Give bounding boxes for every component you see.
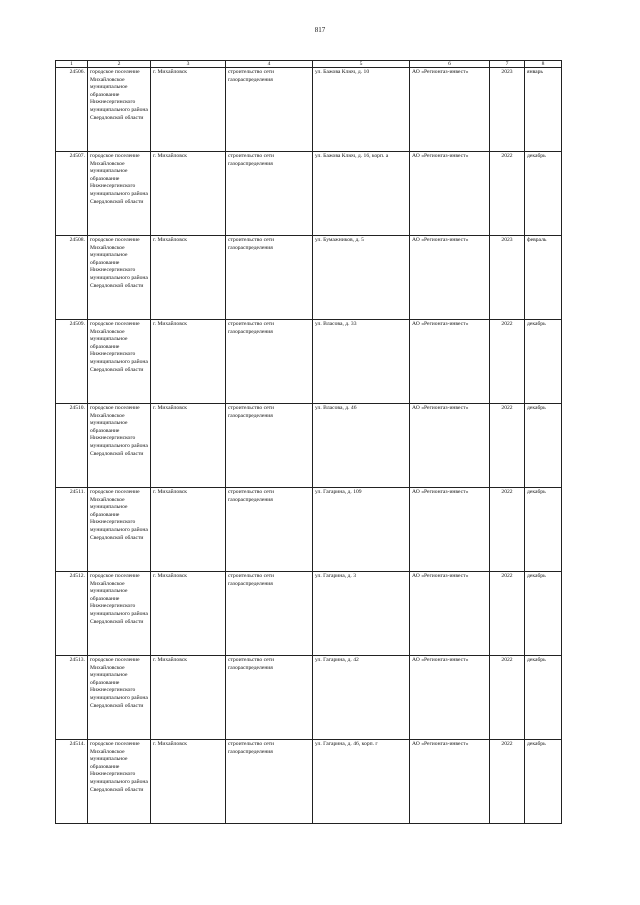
- address-cell: ул. Власова, д. 46: [313, 404, 410, 488]
- settlement-cell: городское поселение Михайловское муниципальное образование Нижнесергинского муниципального района Свердловской области: [88, 236, 151, 320]
- month-cell: декабрь: [525, 572, 562, 656]
- column-header: 6: [410, 61, 490, 68]
- column-header: 8: [525, 61, 562, 68]
- column-header: 3: [151, 61, 226, 68]
- settlement-cell: городское поселение Михайловское муниципальное образование Нижнесергинского муниципального района Свердловской области: [88, 68, 151, 152]
- month-cell: декабрь: [525, 740, 562, 824]
- work-type-cell: строительство сети газораспределения: [226, 740, 313, 824]
- locality-cell: г. Михайловск: [151, 488, 226, 572]
- column-header: 1: [56, 61, 88, 68]
- row-number: 24513.: [56, 656, 88, 740]
- month-cell: декабрь: [525, 320, 562, 404]
- year-cell: 2022: [490, 404, 525, 488]
- month-cell: февраль: [525, 236, 562, 320]
- table-row: [56, 740, 562, 824]
- year-cell: 2023: [490, 236, 525, 320]
- organization-cell: АО «Регионгаз-инвест»: [410, 236, 490, 320]
- locality-cell: г. Михайловск: [151, 404, 226, 488]
- address-cell: ул. Гагарина, д. 42: [313, 656, 410, 740]
- table-row: [56, 68, 562, 152]
- address-cell: ул. Бажова Ключ, д. 16, корп. а: [313, 152, 410, 236]
- settlement-cell: городское поселение Михайловское муниципальное образование Нижнесергинского муниципального района Свердловской области: [88, 404, 151, 488]
- year-cell: 2022: [490, 152, 525, 236]
- address-cell: ул. Гагарина, д. 3: [313, 572, 410, 656]
- organization-cell: АО «Регионгаз-инвест»: [410, 320, 490, 404]
- month-cell: декабрь: [525, 404, 562, 488]
- settlement-cell: городское поселение Михайловское муниципальное образование Нижнесергинского муниципального района Свердловской области: [88, 572, 151, 656]
- month-cell: декабрь: [525, 656, 562, 740]
- organization-cell: АО «Регионгаз-инвест»: [410, 152, 490, 236]
- table-row: [56, 488, 562, 572]
- table-row: [56, 152, 562, 236]
- work-type-cell: строительство сети газораспределения: [226, 320, 313, 404]
- row-number: 24510.: [56, 404, 88, 488]
- column-header: 2: [88, 61, 151, 68]
- row-number: 24509.: [56, 320, 88, 404]
- locality-cell: г. Михайловск: [151, 236, 226, 320]
- work-type-cell: строительство сети газораспределения: [226, 656, 313, 740]
- locality-cell: г. Михайловск: [151, 320, 226, 404]
- settlement-cell: городское поселение Михайловское муниципальное образование Нижнесергинского муниципального района Свердловской области: [88, 740, 151, 824]
- address-cell: ул. Бумажников, д. 5: [313, 236, 410, 320]
- row-number: 24514.: [56, 740, 88, 824]
- row-number: 24508.: [56, 236, 88, 320]
- gasification-table: [55, 60, 562, 824]
- table-row: [56, 236, 562, 320]
- settlement-cell: городское поселение Михайловское муниципальное образование Нижнесергинского муниципального района Свердловской области: [88, 320, 151, 404]
- year-cell: 2022: [490, 740, 525, 824]
- row-number: 24507.: [56, 152, 88, 236]
- row-number: 24512.: [56, 572, 88, 656]
- locality-cell: г. Михайловск: [151, 152, 226, 236]
- locality-cell: г. Михайловск: [151, 68, 226, 152]
- table-row: [56, 404, 562, 488]
- page-number: 817: [314, 26, 326, 34]
- organization-cell: АО «Регионгаз-инвест»: [410, 488, 490, 572]
- year-cell: 2022: [490, 320, 525, 404]
- organization-cell: АО «Регионгаз-инвест»: [410, 404, 490, 488]
- settlement-cell: городское поселение Михайловское муниципальное образование Нижнесергинского муниципального района Свердловской области: [88, 488, 151, 572]
- table-row: [56, 656, 562, 740]
- locality-cell: г. Михайловск: [151, 740, 226, 824]
- year-cell: 2022: [490, 572, 525, 656]
- work-type-cell: строительство сети газораспределения: [226, 152, 313, 236]
- month-cell: январь: [525, 68, 562, 152]
- locality-cell: г. Михайловск: [151, 656, 226, 740]
- organization-cell: АО «Регионгаз-инвест»: [410, 572, 490, 656]
- address-cell: ул. Гагарина, д. 46, корп. г: [313, 740, 410, 824]
- column-header: 4: [226, 61, 313, 68]
- column-header: 7: [490, 61, 525, 68]
- locality-cell: г. Михайловск: [151, 572, 226, 656]
- work-type-cell: строительство сети газораспределения: [226, 68, 313, 152]
- column-number-row: [56, 61, 562, 68]
- settlement-cell: городское поселение Михайловское муниципальное образование Нижнесергинского муниципального района Свердловской области: [88, 152, 151, 236]
- row-number: 24506.: [56, 68, 88, 152]
- column-header: 5: [313, 61, 410, 68]
- month-cell: декабрь: [525, 488, 562, 572]
- address-cell: ул. Власова, д. 33: [313, 320, 410, 404]
- work-type-cell: строительство сети газораспределения: [226, 404, 313, 488]
- organization-cell: АО «Регионгаз-инвест»: [410, 656, 490, 740]
- year-cell: 2022: [490, 656, 525, 740]
- settlement-cell: городское поселение Михайловское муниципальное образование Нижнесергинского муниципального района Свердловской области: [88, 656, 151, 740]
- address-cell: ул. Бажова Ключ, д. 10: [313, 68, 410, 152]
- year-cell: 2022: [490, 488, 525, 572]
- month-cell: декабрь: [525, 152, 562, 236]
- table-row: [56, 572, 562, 656]
- work-type-cell: строительство сети газораспределения: [226, 572, 313, 656]
- organization-cell: АО «Регионгаз-инвест»: [410, 740, 490, 824]
- table-row: [56, 320, 562, 404]
- row-number: 24511.: [56, 488, 88, 572]
- work-type-cell: строительство сети газораспределения: [226, 236, 313, 320]
- address-cell: ул. Гагарина, д. 109: [313, 488, 410, 572]
- organization-cell: АО «Регионгаз-инвест»: [410, 68, 490, 152]
- work-type-cell: строительство сети газораспределения: [226, 488, 313, 572]
- year-cell: 2023: [490, 68, 525, 152]
